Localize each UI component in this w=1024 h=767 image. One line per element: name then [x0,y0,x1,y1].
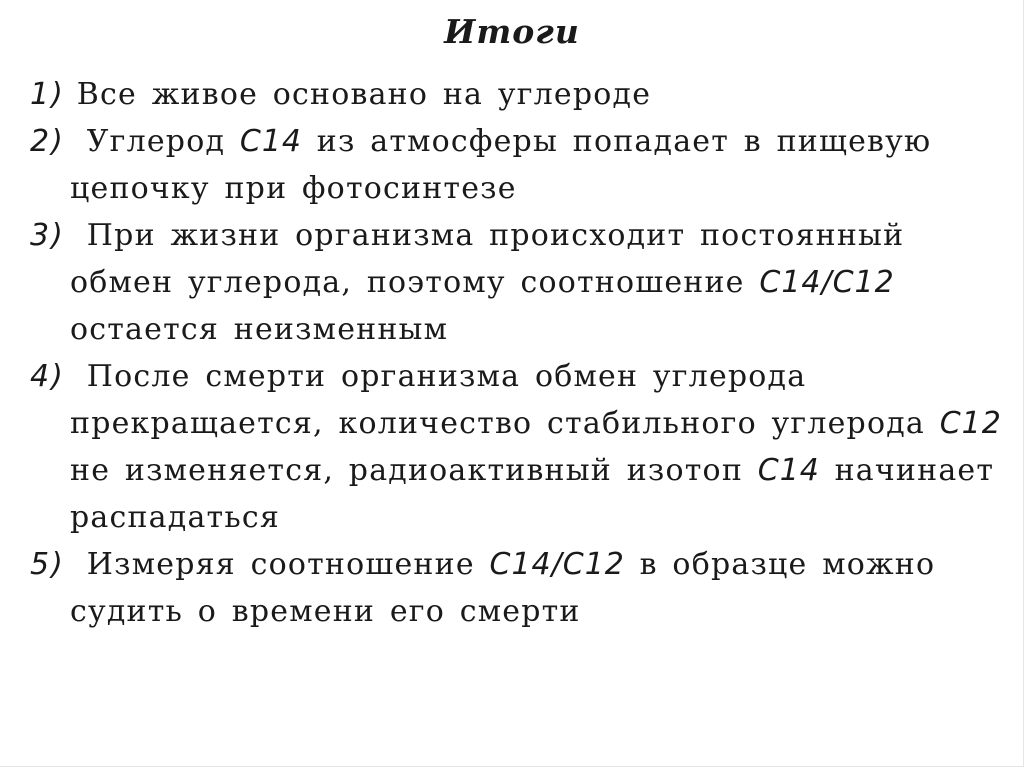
item-number: 4) [30,359,65,394]
summary-item [30,118,1020,212]
slide-title: Итоги [444,12,580,51]
item-number: 1) [30,77,65,112]
item-text: из атмосферы попадает в пищевую цепочку при фотосинтезе [70,124,932,206]
item-text: Измеряя соотношение [86,547,490,582]
item-text: остается неизменным [70,312,449,347]
summary-list [30,71,1020,635]
isotope-label: C14/C12 [489,547,625,582]
item-number: 2) [30,124,65,159]
item-text: После смерти организма обмен углерода прекращается, количество стабильного углерода [70,359,940,441]
item-text: не изменяется, радиоактивный изотоп [70,453,758,488]
item-text: При жизни организма происходит постоянный обмен углерода, поэтому соотношение [70,218,905,300]
summary-item [30,353,1020,541]
isotope-label: C14 [757,453,820,488]
summary-item [30,212,1020,353]
isotope-label: C12 [939,406,1002,441]
item-text: Все живое основано на углероде [76,77,652,112]
item-text: начинает распадаться [70,453,995,535]
item-number: 3) [30,218,65,253]
item-number: 5) [30,547,65,582]
isotope-label: C14 [239,124,303,159]
item-text: Углерод [86,124,240,159]
summary-item [30,71,1020,118]
isotope-label: C14/C12 [759,265,895,300]
item-text: в образце можно судить о времени его смерти [70,547,936,629]
summary-item [30,541,1020,635]
